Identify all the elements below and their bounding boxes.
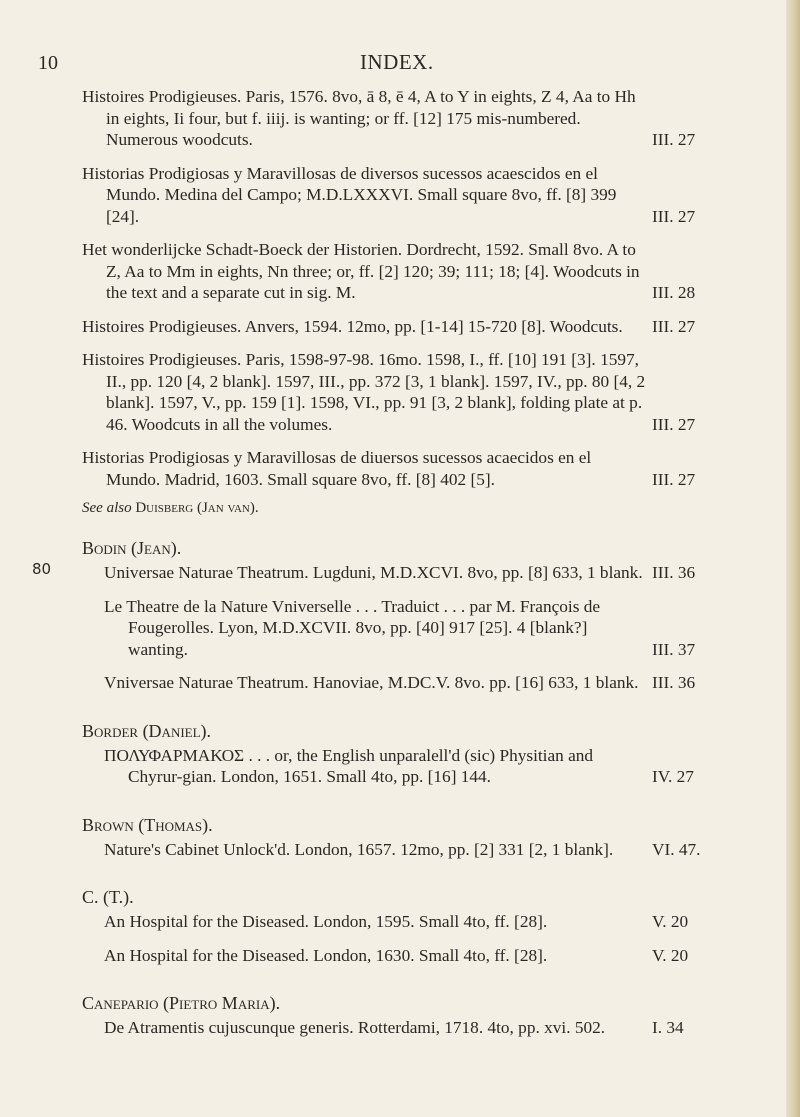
- top-entries: [82, 86, 742, 490]
- brown-entries: [82, 839, 742, 861]
- entry-text: Histoires Prodigieuses. Paris, 1598-97-98. 16mo. 1598, I., ff. [10] 191 [3]. 1597, II., pp. 120 [4, 2 blank]. 1597, III., pp. 372 [3, 1 blank]. 1597, IV., pp. 80 [4, 2 blank]. 1597, V., pp. 159 [1]. 1598, VI., pp. 91 [3, 2 blank], folding plate at p. 46. Woodcuts in all the volumes.: [82, 350, 646, 434]
- volume-page-ref: III. 27: [652, 316, 696, 336]
- entry-text: ΠΟΛΥΦΑΡΜΑΚΟΣ . . . or, the English unparalell'd (sic) Physitian and Chyrur-gian. London, 1651. Small 4to, pp. [16] 144.: [104, 745, 594, 786]
- index-entry: [82, 86, 742, 151]
- index-entry: [104, 1017, 742, 1039]
- entry-text: Nature's Cabinet Unlock'd. London, 1657. 12mo, pp. [2] 331 [2, 1 blank].: [104, 839, 614, 859]
- volume-page-ref: VI. 47.: [652, 839, 701, 859]
- section-brown: [82, 814, 742, 861]
- c-t-entries: [82, 911, 742, 966]
- index-entry: [82, 163, 742, 228]
- canepario-entries: [82, 1017, 742, 1039]
- entry-text: Historias Prodigiosas y Maravillosas de diuersos sucessos acaecidos en el Mundo. Madrid, 1603. Small square 8vo, ff. [8] 402 [5].: [82, 448, 592, 489]
- heading-canepario: Canepario (Pietro Maria).: [82, 993, 281, 1013]
- index-entry: [104, 596, 742, 661]
- entry-text: Histoires Prodigieuses. Paris, 1576. 8vo, ā 8, ē 4, A to Y in eights, Z 4, Aa to Hh in eights, Ii four, but f. iiij. is wanting; or ff. [12] 175 mis-numbered. Numerous woodcuts.: [82, 87, 636, 149]
- section-bodin: [32, 537, 742, 694]
- entry-text: Universae Naturae Theatrum. Lugduni, M.D.XCVI. 8vo, pp. [8] 633, 1 blank.: [104, 563, 643, 582]
- volume-page-ref: I. 34: [652, 1018, 684, 1037]
- see-also: [82, 500, 742, 517]
- index-entry: [104, 839, 742, 861]
- heading-brown: Brown (Thomas).: [82, 814, 213, 835]
- entry-text: Historias Prodigiosas y Maravillosas de diversos sucessos acaescidos en el Mundo. Medina del Campo; M.D.LXXXVI. Small square 8vo, ff. [8] 399 [24].: [82, 163, 617, 226]
- index-entry: [82, 316, 742, 338]
- border-entries: [82, 745, 742, 788]
- entry-text: An Hospital for the Diseased. London, 1630. Small 4to, ff. [28].: [104, 945, 548, 965]
- volume-page-ref: V. 20: [652, 945, 689, 965]
- heading-c-t: C. (T.).: [82, 887, 134, 907]
- volume-page-ref: III. 27: [652, 130, 696, 149]
- entry-text: Vniversae Naturae Theatrum. Hanoviae, M.DC.V. 8vo. pp. [16] 633, 1 blank.: [104, 673, 639, 692]
- section-border: [82, 720, 742, 788]
- index-entry: [82, 239, 742, 304]
- heading-bodin: Bodin (Jean).: [82, 538, 182, 558]
- volume-page-ref: III. 27: [652, 469, 696, 489]
- index-entry: [82, 447, 742, 490]
- section-c-t: [82, 886, 742, 966]
- entry-text: De Atramentis cujuscunque generis. Rotterdami, 1718. 4to, pp. xvi. 502.: [104, 1018, 606, 1037]
- running-head: INDEX.: [360, 50, 434, 74]
- heading-border: Border (Daniel).: [82, 720, 212, 741]
- entry-text: Le Theatre de la Nature Vniverselle . . . Traduict . . . par M. François de Fougerolles. Lyon, M.D.XCVII. 8vo, pp. [40] 917 [25]. 4 [blank?] wanting.: [104, 596, 601, 659]
- margin-number: 80: [32, 560, 52, 578]
- volume-page-ref: III. 36: [652, 673, 696, 692]
- index-entry: [104, 911, 742, 933]
- volume-page-ref: III. 28: [652, 283, 696, 302]
- see-also-name: Duisberg (Jan van).: [135, 500, 259, 516]
- index-entry: [82, 349, 742, 435]
- volume-page-ref: IV. 27: [652, 767, 694, 786]
- section-canepario: [82, 992, 742, 1039]
- page-number: 10: [38, 52, 58, 74]
- entry-text: Het wonderlijcke Schadt-Boeck der Historien. Dordrecht, 1592. Small 8vo. A to Z, Aa to Mm in eights, Nn three; or, ff. [2] 120; 39; 111; 18; [4]. Woodcuts in the text and a separate cut in sig. M.: [82, 240, 640, 302]
- volume-page-ref: III. 27: [652, 414, 696, 434]
- bodin-entries: [82, 562, 742, 694]
- entry-text: Histoires Prodigieuses. Anvers, 1594. 12mo, pp. [1-14] 15-720 [8]. Woodcuts.: [82, 316, 623, 336]
- volume-page-ref: III. 36: [652, 563, 696, 582]
- index-entry: [104, 672, 742, 694]
- index-entry: [104, 945, 742, 967]
- entry-text: An Hospital for the Diseased. London, 1595. Small 4to, ff. [28].: [104, 912, 548, 931]
- volume-page-ref: III. 37: [652, 639, 696, 659]
- volume-page-ref: III. 27: [652, 206, 696, 226]
- index-content: [32, 86, 742, 1051]
- index-entry: [104, 745, 742, 788]
- see-also-prefix: See also: [82, 500, 132, 516]
- page-edge: [786, 0, 800, 1117]
- volume-page-ref: V. 20: [652, 912, 689, 931]
- index-entry: [104, 562, 742, 584]
